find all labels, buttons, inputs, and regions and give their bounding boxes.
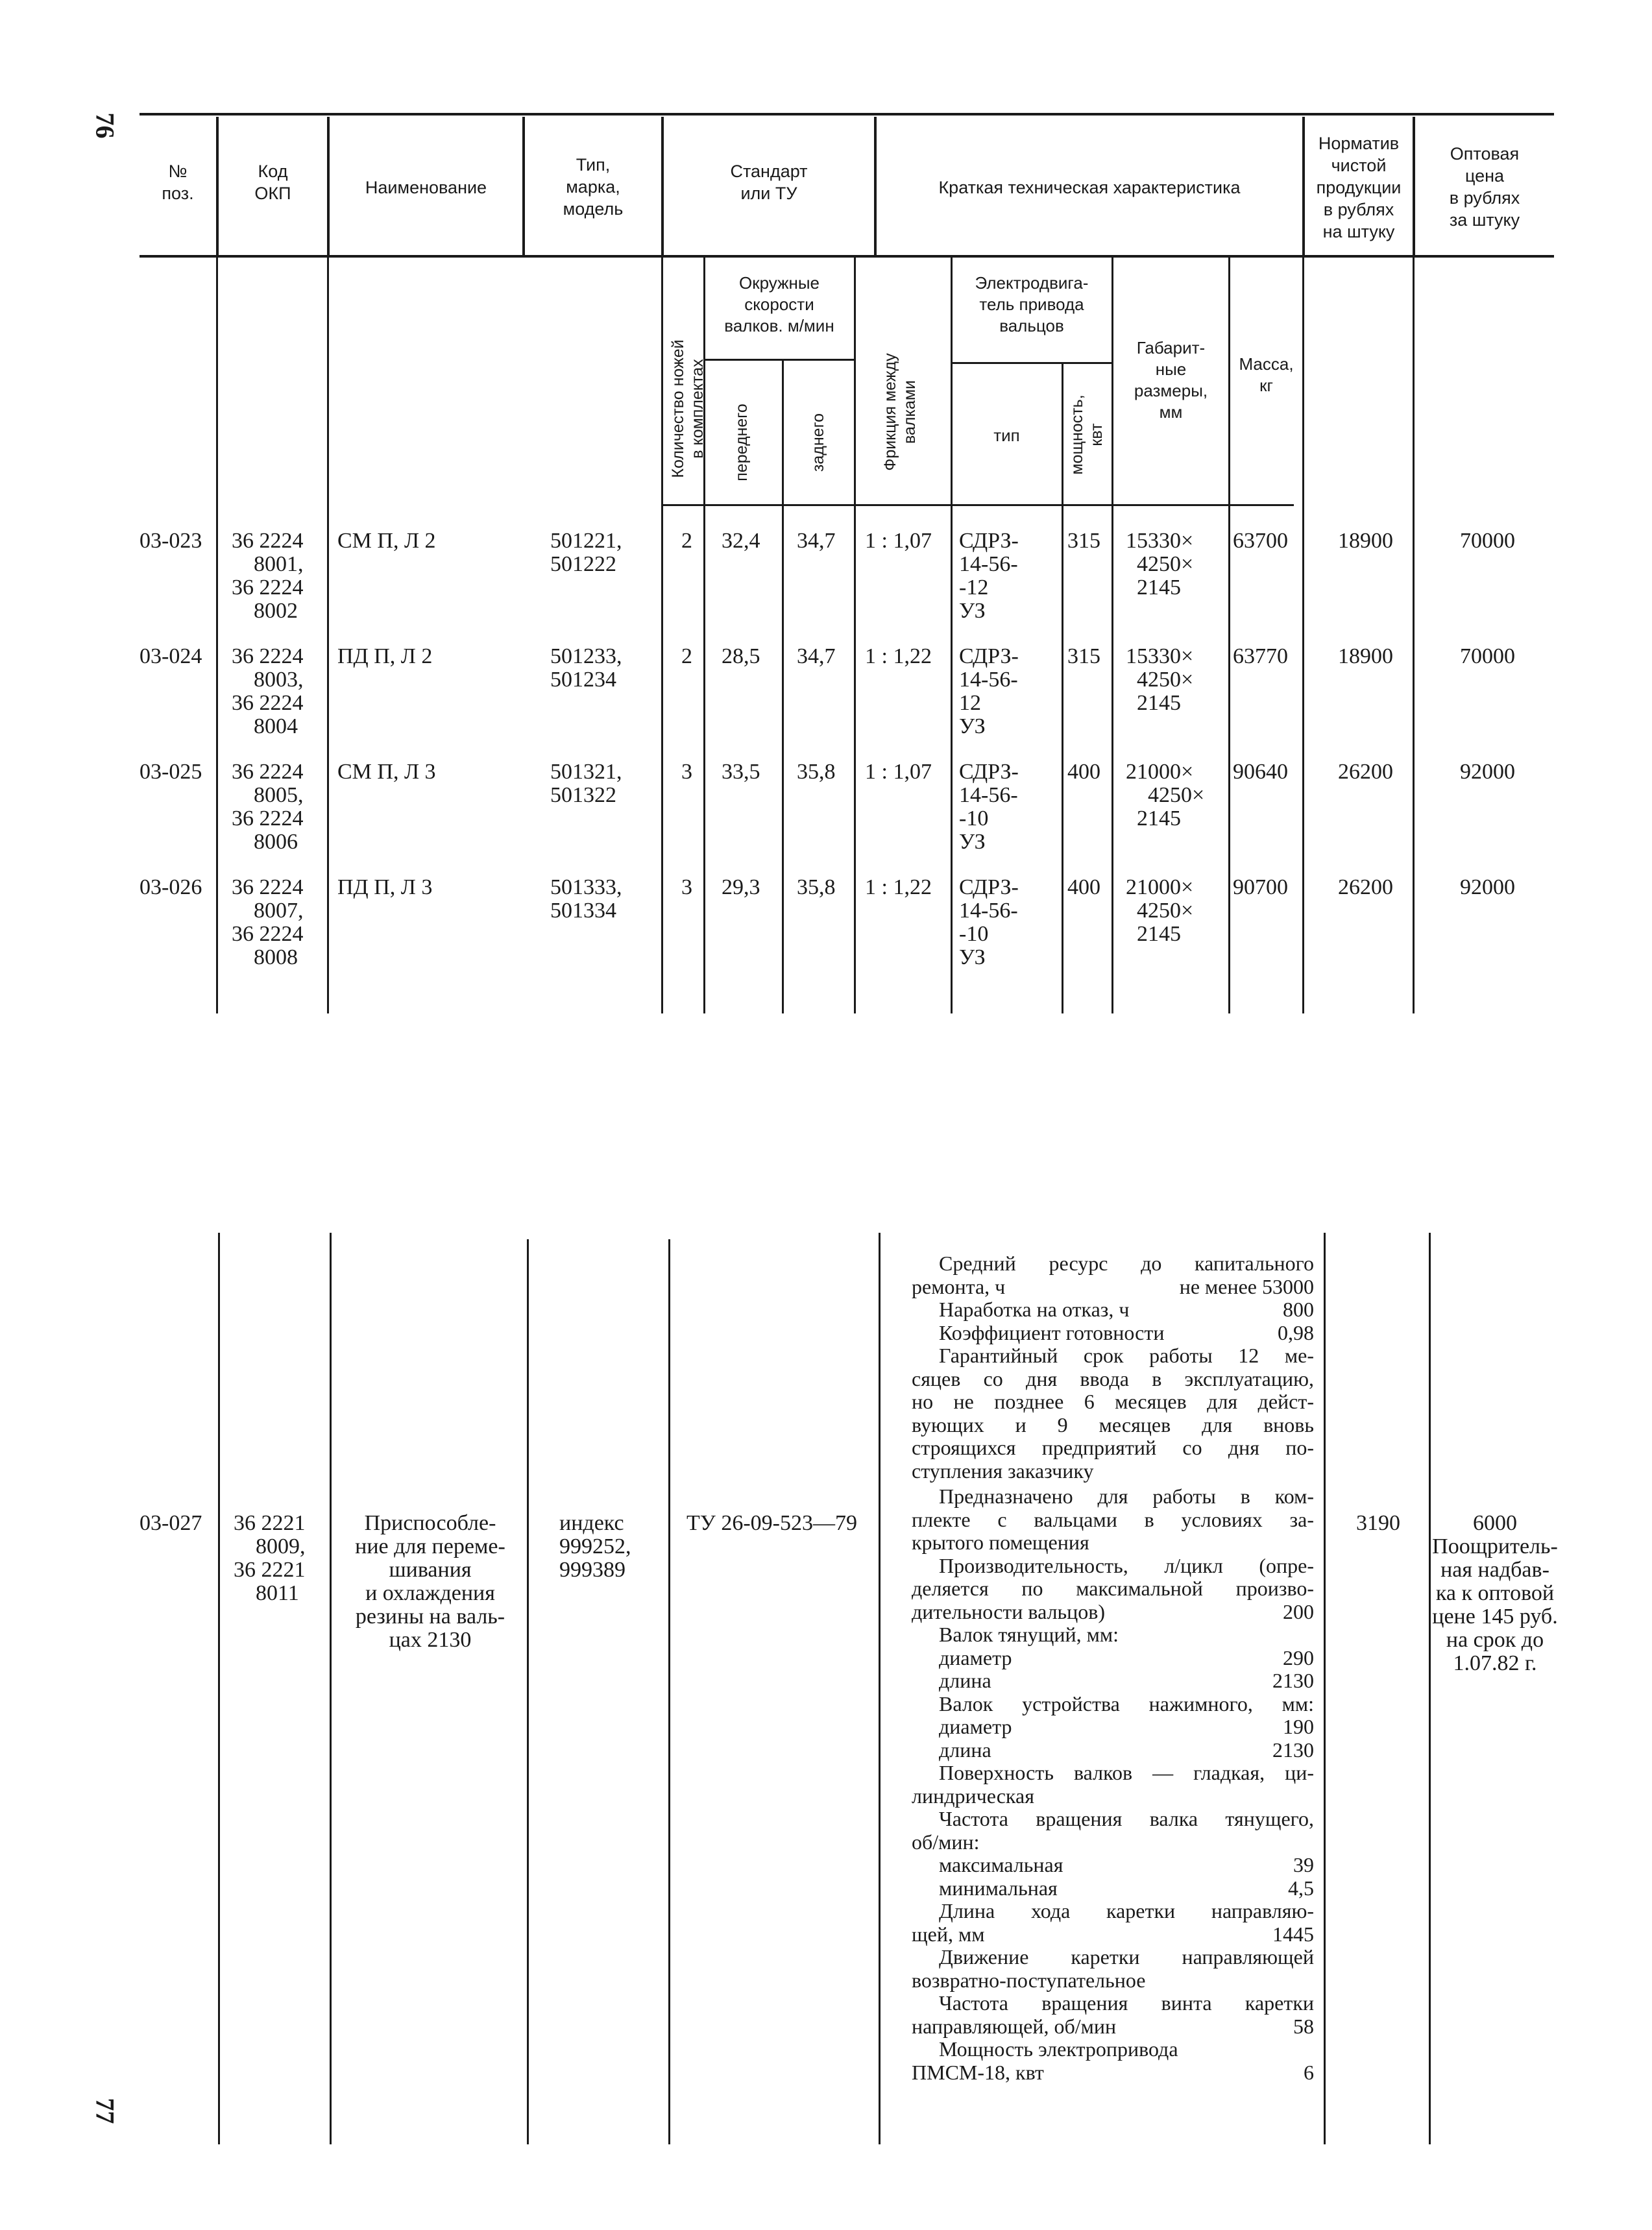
price-line: 6000 <box>1473 1511 1517 1535</box>
spec-line <box>912 1647 1314 1670</box>
name-line: Приспособле- <box>364 1511 496 1535</box>
spec-value: 39 <box>1293 1853 1314 1876</box>
spec-value: 1445 <box>1272 1922 1314 1946</box>
spec-line <box>912 1322 1314 1345</box>
motor-power-cell: 315 <box>1067 644 1100 668</box>
price-line: 1.07.82 г. <box>1453 1651 1537 1675</box>
subheader-motor-type: тип <box>993 426 1020 445</box>
name-cell: СМ П, Л 2 <box>337 529 436 553</box>
spec-line <box>912 1276 1314 1299</box>
subheader-friction: Фрикция между валками <box>881 353 919 471</box>
norm-cell: 18900 <box>1338 644 1393 668</box>
spec-text: плекте с вальцами в условиях за- <box>912 1507 1314 1531</box>
header-norm: Норматив чистой продукции в рублях на штуку <box>1316 134 1402 241</box>
col-divider <box>854 258 856 1013</box>
friction-cell: 1 : 1,07 <box>865 760 932 784</box>
col-divider <box>327 258 329 1013</box>
spec-value: 2130 <box>1272 1669 1314 1692</box>
price-cell: 70000 <box>1460 529 1515 553</box>
motor-power-cell: 400 <box>1067 875 1100 899</box>
okp-cell: 36 2224 8005, 36 2224 8006 <box>232 760 304 854</box>
spec-label: диаметр <box>939 1715 1012 1738</box>
price-line: на срок до <box>1446 1628 1544 1652</box>
spec-line <box>912 1739 1314 1762</box>
rear-speed-cell: 34,7 <box>797 529 836 553</box>
spec-label: длина <box>939 1669 991 1692</box>
spec-value: 800 <box>1283 1298 1314 1321</box>
price-line: ка к оптовой <box>1435 1581 1555 1605</box>
friction-cell: 1 : 1,07 <box>865 529 932 553</box>
spec-text: линдрическая <box>912 1784 1034 1808</box>
spec-label: максимальная <box>939 1853 1063 1876</box>
okp-cell: 36 2224 8003, 36 2224 8004 <box>232 644 304 738</box>
spec-line <box>912 1577 1314 1601</box>
header-okp: Код ОКП <box>254 162 291 203</box>
spec-line <box>912 1992 1314 2015</box>
friction-cell: 1 : 1,22 <box>865 875 932 899</box>
spec-line <box>912 1460 1314 1483</box>
spec-label: щей, мм <box>912 1922 985 1946</box>
spec-label: длина <box>939 1738 991 1762</box>
spec-text: Средний ресурс до капитального <box>939 1252 1314 1275</box>
spec-text: деляется по максимальной произво- <box>912 1577 1314 1600</box>
row27-name <box>337 1512 523 1652</box>
spec-value: не менее 53000 <box>1179 1274 1314 1298</box>
norm-cell: 26200 <box>1338 760 1393 784</box>
spec-line <box>912 2038 1314 2061</box>
spec-line <box>912 1368 1314 1391</box>
spec-text: Валок тянущий, мм: <box>939 1623 1119 1646</box>
rear-speed-cell: 35,8 <box>797 760 836 784</box>
spec-value: 2130 <box>1272 1738 1314 1762</box>
pos-cell: 03-026 <box>140 875 202 899</box>
col-divider <box>218 1233 220 2144</box>
spec-text: строящихся предприятий со дня по- <box>912 1436 1314 1459</box>
rear-speed-cell: 35,8 <box>797 875 836 899</box>
spec-text: Поверхность валков — гладкая, ци- <box>939 1761 1314 1784</box>
spec-line <box>912 1831 1314 1854</box>
subheader-front: переднего <box>733 404 751 481</box>
header-standard: Стандарт или ТУ <box>730 162 808 203</box>
col-divider <box>661 258 663 1013</box>
spec-label: минимальная <box>939 1876 1058 1900</box>
friction-cell: 1 : 1,22 <box>865 644 932 668</box>
row27-model: индекс 999252, 999389 <box>559 1511 631 1582</box>
spec-label: дительности вальцов) <box>912 1599 1106 1623</box>
model-cell: 501221, 501222 <box>550 529 622 576</box>
spec-line <box>912 1946 1314 1969</box>
spec-line <box>912 1969 1314 1993</box>
price-cell: 92000 <box>1460 760 1515 784</box>
spec-line <box>912 1854 1314 1877</box>
col-divider <box>951 258 953 1013</box>
col-divider <box>782 360 784 1013</box>
spec-text: Движение каретки направляющей <box>939 1945 1314 1969</box>
model-cell: 501321, 501322 <box>550 760 622 807</box>
page-number-bottom: 77 <box>90 2098 120 2124</box>
col-divider <box>330 1233 332 2144</box>
spec-text: Производительность, л/цикл (опре- <box>939 1553 1314 1577</box>
spec-text: Длина хода каретки направляю- <box>939 1899 1314 1922</box>
spec-line <box>912 1808 1314 1831</box>
dims-cell: 21000× 4250× 2145 <box>1126 760 1205 830</box>
spec-line <box>912 1623 1314 1647</box>
row27-spec <box>912 1252 1314 2084</box>
knives-cell: 2 <box>681 529 692 553</box>
row27-standard: ТУ 26-09-523—79 <box>686 1511 857 1535</box>
spec-line <box>912 1762 1314 1785</box>
spec-line <box>912 1298 1314 1322</box>
spec-text: возвратно-поступательное <box>912 1968 1146 1992</box>
header-tech: Краткая техническая характеристика <box>938 178 1241 197</box>
rear-speed-cell: 34,7 <box>797 644 836 668</box>
subheader-mass: Масса, кг <box>1239 354 1294 395</box>
spec-line <box>912 1900 1314 1923</box>
knives-cell: 3 <box>681 760 692 784</box>
pos-cell: 03-025 <box>140 760 202 784</box>
spec-line <box>912 1414 1314 1437</box>
spec-line <box>912 1923 1314 1946</box>
row27-norm: 3190 <box>1356 1511 1400 1535</box>
name-cell: ПД П, Л 2 <box>337 644 433 668</box>
name-cell: ПД П, Л 3 <box>337 875 433 899</box>
spec-text: Частота вращения винта каретки <box>939 1991 1314 2015</box>
col-divider <box>1429 1233 1431 2144</box>
spec-label: направляющей, об/мин <box>912 2014 1117 2038</box>
spec-line <box>912 1531 1314 1555</box>
norm-cell: 26200 <box>1338 875 1393 899</box>
price-line: ная надбав- <box>1440 1558 1549 1582</box>
mass-cell: 63700 <box>1233 529 1288 553</box>
name-line: цах 2130 <box>389 1628 472 1652</box>
dims-cell: 21000× 4250× 2145 <box>1126 875 1194 946</box>
okp-cell: 36 2224 8007, 36 2224 8008 <box>232 875 304 969</box>
col-divider <box>1324 1233 1326 2144</box>
row27-okp: 36 2221 8009, 36 2221 8011 <box>234 1511 306 1605</box>
spec-value: 0,98 <box>1278 1320 1314 1344</box>
mass-cell: 63770 <box>1233 644 1288 668</box>
motor-type-cell: СДРЗ- 14-56- -10 УЗ <box>959 760 1019 854</box>
spec-value: 200 <box>1283 1599 1314 1623</box>
spec-line <box>912 2061 1314 2085</box>
subheader-motor: Электродвига- тель привода вальцов <box>975 273 1089 335</box>
header-pos: № поз. <box>162 162 194 203</box>
spec-line <box>912 1669 1314 1693</box>
model-cell: 501233, 501234 <box>550 644 622 692</box>
price-cell: 92000 <box>1460 875 1515 899</box>
spec-text: Валок устройства нажимного, мм: <box>939 1691 1314 1715</box>
spec-text: Мощность электропривода <box>939 2037 1178 2061</box>
spec-line <box>912 1601 1314 1624</box>
col-divider <box>668 1239 670 2144</box>
spec-line <box>912 1785 1314 1808</box>
motor-type-cell: СДРЗ- 14-56- 12 УЗ <box>959 644 1019 738</box>
name-line: и охлаждения <box>365 1581 495 1605</box>
pos-cell: 03-024 <box>140 644 202 668</box>
col-divider <box>1413 258 1415 1013</box>
spec-text: Предназначено для работы в ком- <box>939 1485 1314 1508</box>
name-line: шивания <box>389 1558 472 1582</box>
name-line: резины на валь- <box>355 1605 505 1629</box>
pos-cell: 03-023 <box>140 529 202 553</box>
front-speed-cell: 33,5 <box>722 760 760 784</box>
okp-cell: 36 2224 8001, 36 2224 8002 <box>232 529 304 623</box>
subheader-speeds: Окружные скорости валков. м/мин <box>724 273 834 335</box>
spec-label: Коэффициент готовности <box>939 1320 1165 1344</box>
spec-line <box>912 1555 1314 1578</box>
motor-type-cell: СДРЗ- 14-56- -12 УЗ <box>959 529 1019 623</box>
spec-line <box>912 1485 1314 1509</box>
spec-line <box>912 1693 1314 1716</box>
spec-line <box>912 1509 1314 1532</box>
subheader-rule <box>951 362 1113 364</box>
subheader-bottom-rule <box>661 504 1294 506</box>
front-speed-cell: 29,3 <box>722 875 760 899</box>
mass-cell: 90640 <box>1233 760 1288 784</box>
col-divider <box>527 1239 529 2144</box>
norm-cell: 18900 <box>1338 529 1393 553</box>
dims-cell: 15330× 4250× 2145 <box>1126 644 1194 715</box>
page-number-top: 76 <box>90 112 120 139</box>
spec-text: вующих и 9 месяцев для вновь <box>912 1412 1314 1436</box>
spec-line <box>912 1715 1314 1739</box>
spec-line <box>912 1252 1314 1276</box>
spec-line <box>912 1877 1314 1900</box>
price-line: Поощритель- <box>1432 1534 1558 1558</box>
spec-text: сяцев со дня ввода в эксплуатацию, <box>912 1366 1314 1390</box>
spec-line <box>912 1436 1314 1460</box>
col-divider <box>879 1233 881 2144</box>
spec-value: 190 <box>1283 1715 1314 1738</box>
header-bottom-rule <box>140 255 1554 258</box>
motor-power-cell: 400 <box>1067 760 1100 784</box>
spec-text: Гарантийный срок работы 12 ме- <box>939 1344 1314 1367</box>
spec-line <box>912 1390 1314 1414</box>
header-price: Оптовая цена в рублях за штуку <box>1449 144 1520 230</box>
subheader-motor-power: мощность, квт <box>1068 394 1106 475</box>
spec-line <box>912 2015 1314 2039</box>
table-top-rule <box>140 113 1554 115</box>
spec-text: ступления заказчику <box>912 1459 1094 1483</box>
spec-value: 6 <box>1304 2060 1314 2084</box>
header-type: Тип, марка, модель <box>563 155 624 219</box>
spec-value: 4,5 <box>1288 1876 1314 1900</box>
spec-text: Частота вращения валка тянущего, <box>939 1807 1314 1830</box>
row27-pos: 03-027 <box>140 1511 202 1535</box>
col-divider <box>216 258 218 1013</box>
spec-label: ремонта, ч <box>912 1274 1006 1298</box>
dims-cell: 15330× 4250× 2145 <box>1126 529 1194 600</box>
front-speed-cell: 32,4 <box>722 529 760 553</box>
motor-power-cell: 315 <box>1067 529 1100 553</box>
knives-cell: 3 <box>681 875 692 899</box>
spec-line <box>912 1344 1314 1368</box>
price-line: цене 145 руб. <box>1432 1605 1558 1629</box>
col-divider <box>1302 258 1304 1013</box>
subheader-rear: заднего <box>809 413 827 472</box>
col-divider <box>1062 363 1063 1013</box>
subheader-rule <box>703 359 856 361</box>
subheader-dims: Габарит- ные размеры, мм <box>1134 338 1208 422</box>
subheader-knives: Количество ножей в комплектах <box>669 339 707 478</box>
spec-text: но не позднее 6 месяцев для дейст- <box>912 1390 1314 1413</box>
model-cell: 501333, 501334 <box>550 875 622 923</box>
header-name: Наименование <box>365 178 487 197</box>
spec-label: диаметр <box>939 1645 1012 1669</box>
motor-type-cell: СДРЗ- 14-56- -10 УЗ <box>959 875 1019 969</box>
spec-value: 290 <box>1283 1645 1314 1669</box>
spec-text: крытого помещения <box>912 1531 1089 1554</box>
spec-label: ПМСМ-18, квт <box>912 2060 1044 2084</box>
mass-cell: 90700 <box>1233 875 1288 899</box>
price-cell: 70000 <box>1460 644 1515 668</box>
spec-label: Наработка на отказ, ч <box>939 1298 1130 1321</box>
row27-price <box>1431 1512 1559 1675</box>
name-cell: СМ П, Л 3 <box>337 760 436 784</box>
knives-cell: 2 <box>681 644 692 668</box>
front-speed-cell: 28,5 <box>722 644 760 668</box>
spec-text: об/мин: <box>912 1830 980 1854</box>
spec-value: 58 <box>1293 2014 1314 2038</box>
name-line: ние для переме- <box>355 1534 505 1558</box>
